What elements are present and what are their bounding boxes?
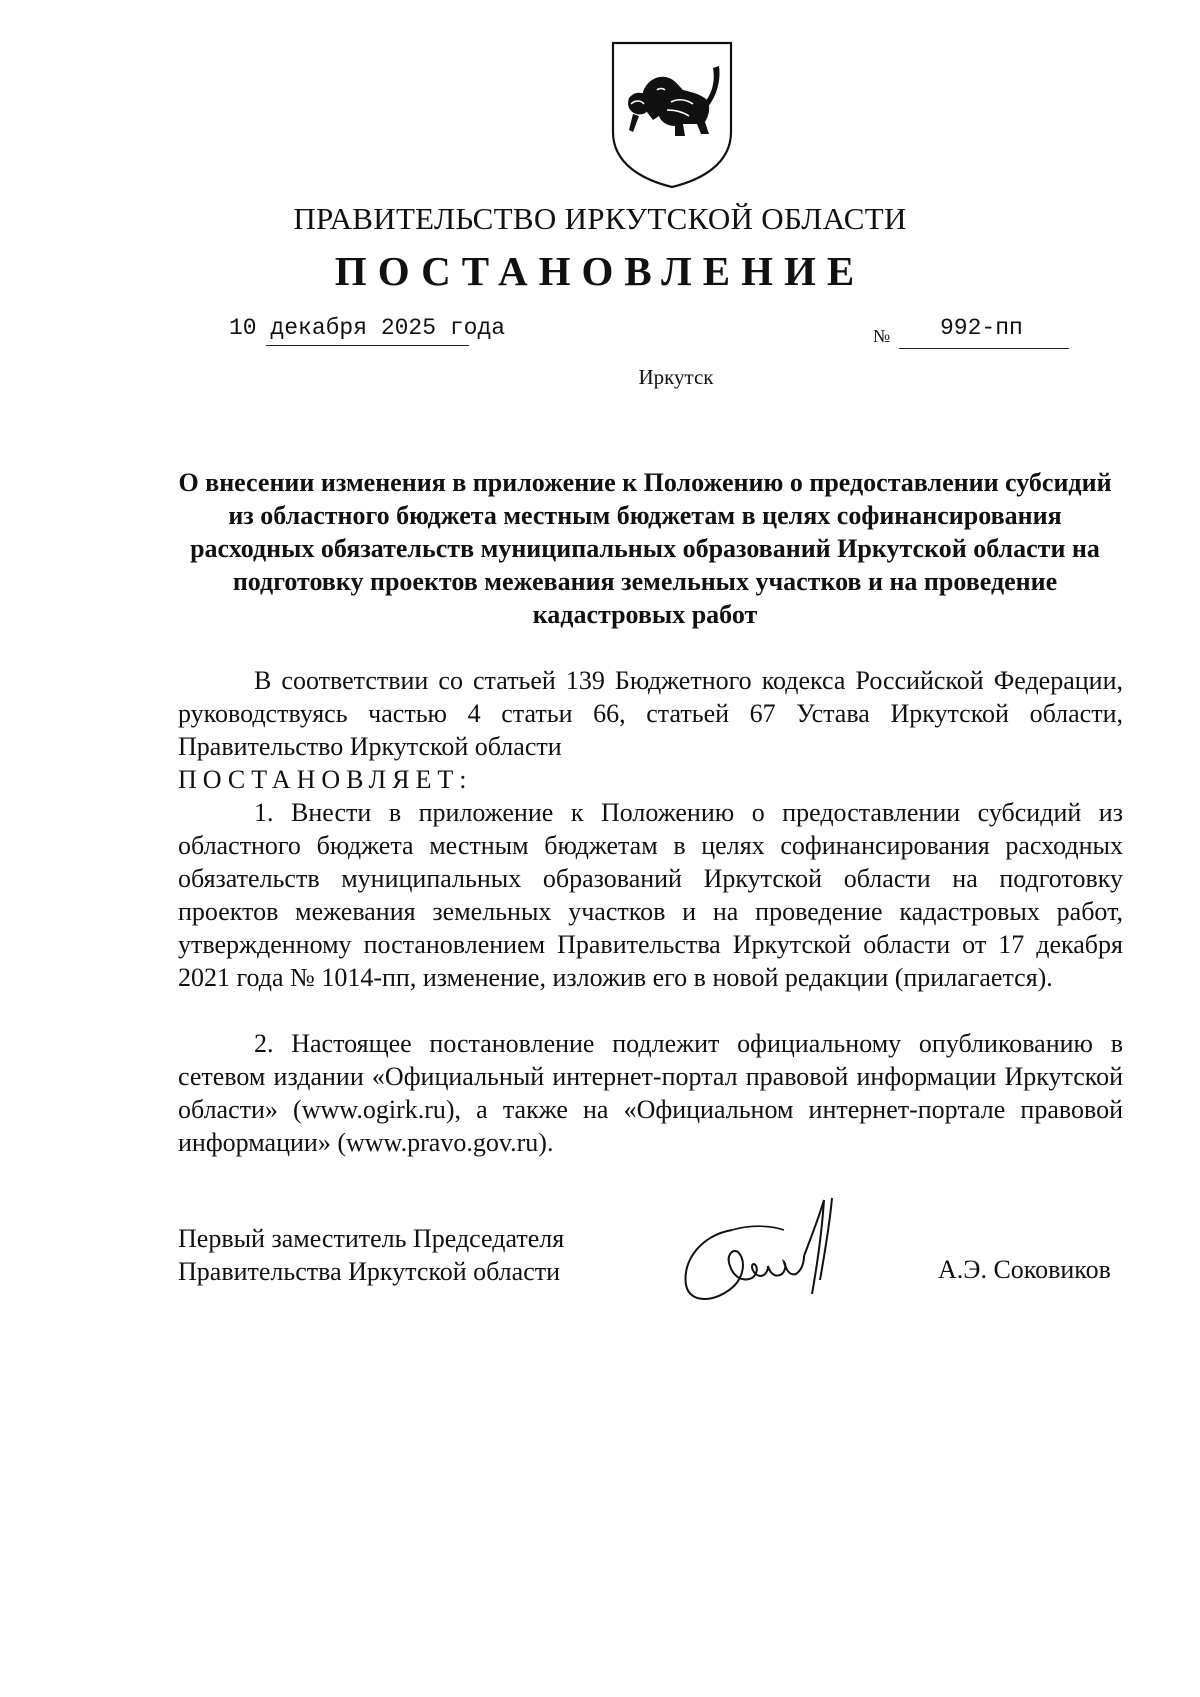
- preamble-paragraph: В соответствии со статьей 139 Бюджетного кодекса Российской Федерации, руководствуясь частью 4 статьи 66, статьей 67 Устава Иркутской области, Правительство Иркутской области: [178, 666, 1123, 761]
- document-city: Иркутск: [638, 365, 714, 389]
- organization-name: ПРАВИТЕЛЬСТВО ИРКУТСКОЙ ОБЛАСТИ: [293, 201, 907, 236]
- signatory-role-line-1: Первый заместитель Председателя: [178, 1224, 565, 1253]
- coat-of-arms-icon: [609, 40, 735, 190]
- number-underline: [899, 348, 1069, 349]
- document-type: ПОСТАНОВЛЕНИЕ: [334, 248, 866, 294]
- signatory-role-line-2: Правительства Иркутской области: [178, 1257, 561, 1286]
- handwritten-signature: [672, 1190, 902, 1315]
- number-sign: №: [873, 326, 891, 346]
- document-title: О внесении изменения в приложение к Положению о предоставлении субсидий из областного бюджета местным бюджетам в целях софинансирования расходных обязательств муниципальных образований Иркутской области на подготовку проектов межевания земельных участков и на проведение кадастровых работ: [178, 468, 1112, 629]
- document-number: 992-пп: [940, 315, 1023, 341]
- clause-2: 2. Настоящее постановление подлежит официальному опубликованию в сетевом издании «Официальный интернет-портал правовой информации Иркутской области» (www.ogirk.ru), а также на «Официальном интернет-портале правовой информации» (www.pravo.gov.ru).: [178, 1029, 1123, 1157]
- signatory-name: А.Э. Соковиков: [938, 1255, 1111, 1284]
- document-date: 10 декабря 2025 года: [229, 315, 506, 341]
- clause-1: 1. Внести в приложение к Положению о предоставлении субсидий из областного бюджета местным бюджетам в целях софинансирования расходных обязательств муниципальных образований Иркутской области на подготовку проектов межевания земельных участков и на проведение кадастровых работ, утвержденному постановлением Правительства Иркутской области от 17 декабря 2021 года № 1014-пп, изменение, изложив его в новой редакции (прилагается).: [178, 798, 1123, 992]
- decree-word: ПОСТАНОВЛЯЕТ:: [178, 765, 473, 794]
- signatory-role: [178, 1222, 564, 1288]
- date-underline: [266, 345, 469, 346]
